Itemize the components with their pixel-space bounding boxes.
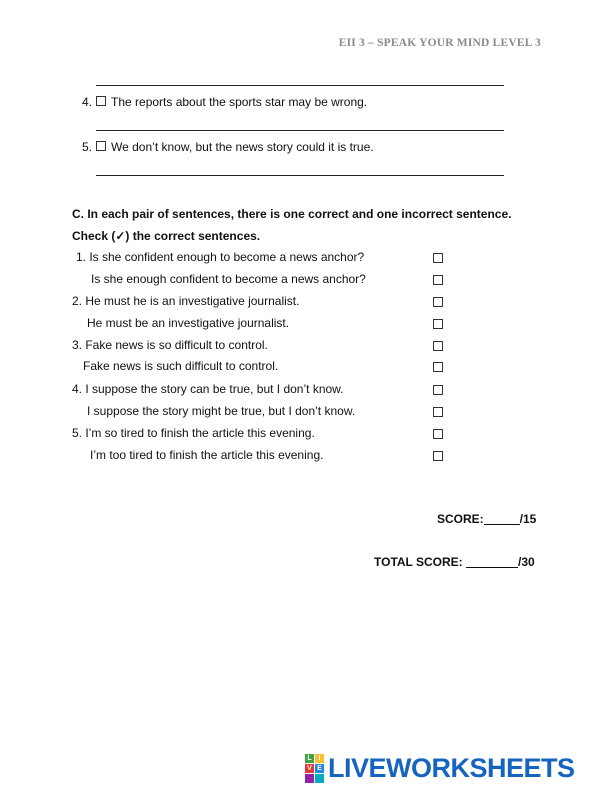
score-max: /15 <box>519 512 537 526</box>
check-box[interactable] <box>433 362 443 372</box>
sentence-4a: 4. I suppose the story can be true, but I don’t know. <box>72 382 344 396</box>
item-text: We don’t know, but the news story could it is true. <box>111 140 374 154</box>
answer-line[interactable] <box>96 175 504 176</box>
total-score-max: /30 <box>518 555 535 569</box>
header-title: EII 3 – SPEAK YOUR MIND LEVEL 3 <box>338 37 541 49</box>
previous-item-4 <box>82 95 367 109</box>
checkbox-icon[interactable] <box>96 96 106 106</box>
logo-icon-block <box>305 774 314 783</box>
logo-icon-letter: I <box>315 754 324 763</box>
score-label: SCORE: <box>437 512 484 526</box>
sentence-3a: 3. Fake news is so difficult to control. <box>72 338 268 352</box>
check-box[interactable] <box>433 275 443 285</box>
check-box[interactable] <box>433 297 443 307</box>
liveworksheets-logo[interactable] <box>305 753 575 783</box>
check-box[interactable] <box>433 385 443 395</box>
item-text: The reports about the sports star may be wrong. <box>111 95 368 109</box>
total-score-blank[interactable] <box>466 556 518 568</box>
sentence-5b: I’m too tired to finish the article this evening. <box>90 448 324 462</box>
logo-icon-block <box>315 774 324 783</box>
section-c-instruction-check: Check (✓) the correct sentences. <box>72 229 261 243</box>
item-number: 5. <box>82 140 93 154</box>
sentence-2b: He must be an investigative journalist. <box>87 316 290 330</box>
sentence-5a: 5. I’m so tired to finish the article this evening. <box>72 426 315 440</box>
sentence-3b: Fake news is such difficult to control. <box>83 359 279 373</box>
answer-line[interactable] <box>96 85 504 86</box>
total-score-label: TOTAL SCORE: <box>374 555 463 569</box>
section-c-instruction: C. In each pair of sentences, there is one correct and one incorrect sentence. <box>72 207 512 221</box>
answer-line[interactable] <box>96 130 504 131</box>
sentence-1a: 1. Is she confident enough to become a news anchor? <box>76 250 365 264</box>
logo-icon-letter: V <box>305 764 314 773</box>
check-box[interactable] <box>433 429 443 439</box>
check-box[interactable] <box>433 341 443 351</box>
check-box[interactable] <box>433 407 443 417</box>
score-line <box>437 512 536 526</box>
sentence-4b: I suppose the story might be true, but I don’t know. <box>87 404 356 418</box>
logo-icon <box>305 754 324 783</box>
item-number: 4. <box>82 95 93 109</box>
sentence-2a: 2. He must he is an investigative journalist. <box>72 294 300 308</box>
logo-text: LIVEWORKSHEETS <box>328 752 575 783</box>
checkbox-icon[interactable] <box>96 141 106 151</box>
sentence-1b: Is she enough confident to become a news anchor? <box>91 272 366 286</box>
score-blank[interactable] <box>484 513 520 525</box>
logo-icon-letter: E <box>315 764 324 773</box>
total-score-line <box>374 555 535 569</box>
check-box[interactable] <box>433 451 443 461</box>
previous-item-5 <box>82 140 374 154</box>
check-box[interactable] <box>433 253 443 263</box>
check-box[interactable] <box>433 319 443 329</box>
logo-icon-letter: L <box>305 754 314 763</box>
